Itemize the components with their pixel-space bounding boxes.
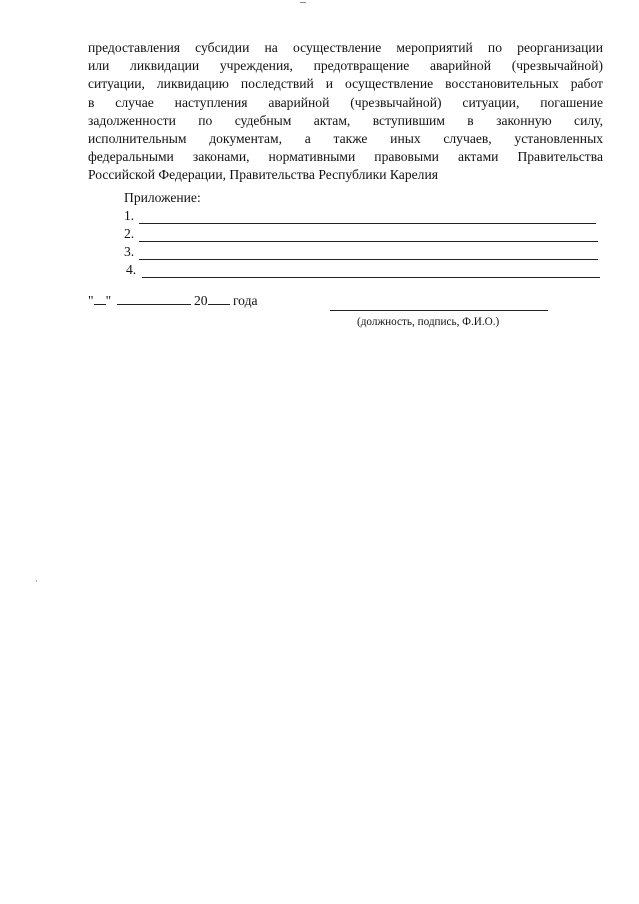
- appendix-title: Приложение:: [124, 190, 201, 205]
- appendix-item-number: 1.: [124, 208, 135, 223]
- paragraph-line: задолженности по судебным актам, вступившим в законную силу,: [88, 112, 603, 128]
- appendix-item: [118, 226, 608, 244]
- appendix-item: [118, 244, 608, 262]
- fill-line: [139, 259, 598, 260]
- scan-mark: [36, 580, 37, 582]
- appendix-item-number: 3.: [124, 244, 135, 259]
- appendix-item: [118, 262, 608, 280]
- fill-line: [139, 223, 596, 224]
- day-blank: [94, 292, 106, 305]
- paragraph-line: федеральными законами, нормативными правовыми актами Правительства: [88, 149, 603, 165]
- paragraph-line: ситуации, ликвидацию последствий и осуществление восстановительных работ: [88, 76, 603, 92]
- signature-caption: (должность, подпись, Ф.И.О.): [357, 316, 500, 328]
- fill-line: [142, 277, 600, 278]
- paragraph-line: предоставления субсидии на осуществление мероприятий по реорганизации: [88, 40, 603, 55]
- date-suffix: года: [232, 293, 258, 308]
- date-quote-open: ": [88, 293, 94, 308]
- paragraph-line: или ликвидации учреждения, предотвращение аварийной (чрезвычайной): [88, 58, 603, 74]
- body-paragraph: [88, 39, 603, 185]
- signature-line: [330, 310, 548, 311]
- date-field: [88, 292, 258, 309]
- year-blank: [208, 292, 230, 305]
- date-quote-close: ": [105, 293, 112, 308]
- appendix-item-number: 2.: [124, 226, 135, 241]
- year-prefix: 20: [193, 293, 208, 308]
- scan-mark: [300, 2, 306, 3]
- paragraph-line: исполнительным документам, а также иных случаев, установленных: [88, 130, 603, 146]
- appendix-item: [118, 208, 608, 226]
- paragraph-line: Российской Федерации, Правительства Республики Карелия: [88, 167, 438, 183]
- paragraph-line: в случае наступления аварийной (чрезвычайной) ситуации, погашение: [88, 94, 603, 110]
- fill-line: [139, 241, 598, 242]
- month-blank: [117, 292, 191, 305]
- appendix-item-number: 4.: [126, 262, 137, 277]
